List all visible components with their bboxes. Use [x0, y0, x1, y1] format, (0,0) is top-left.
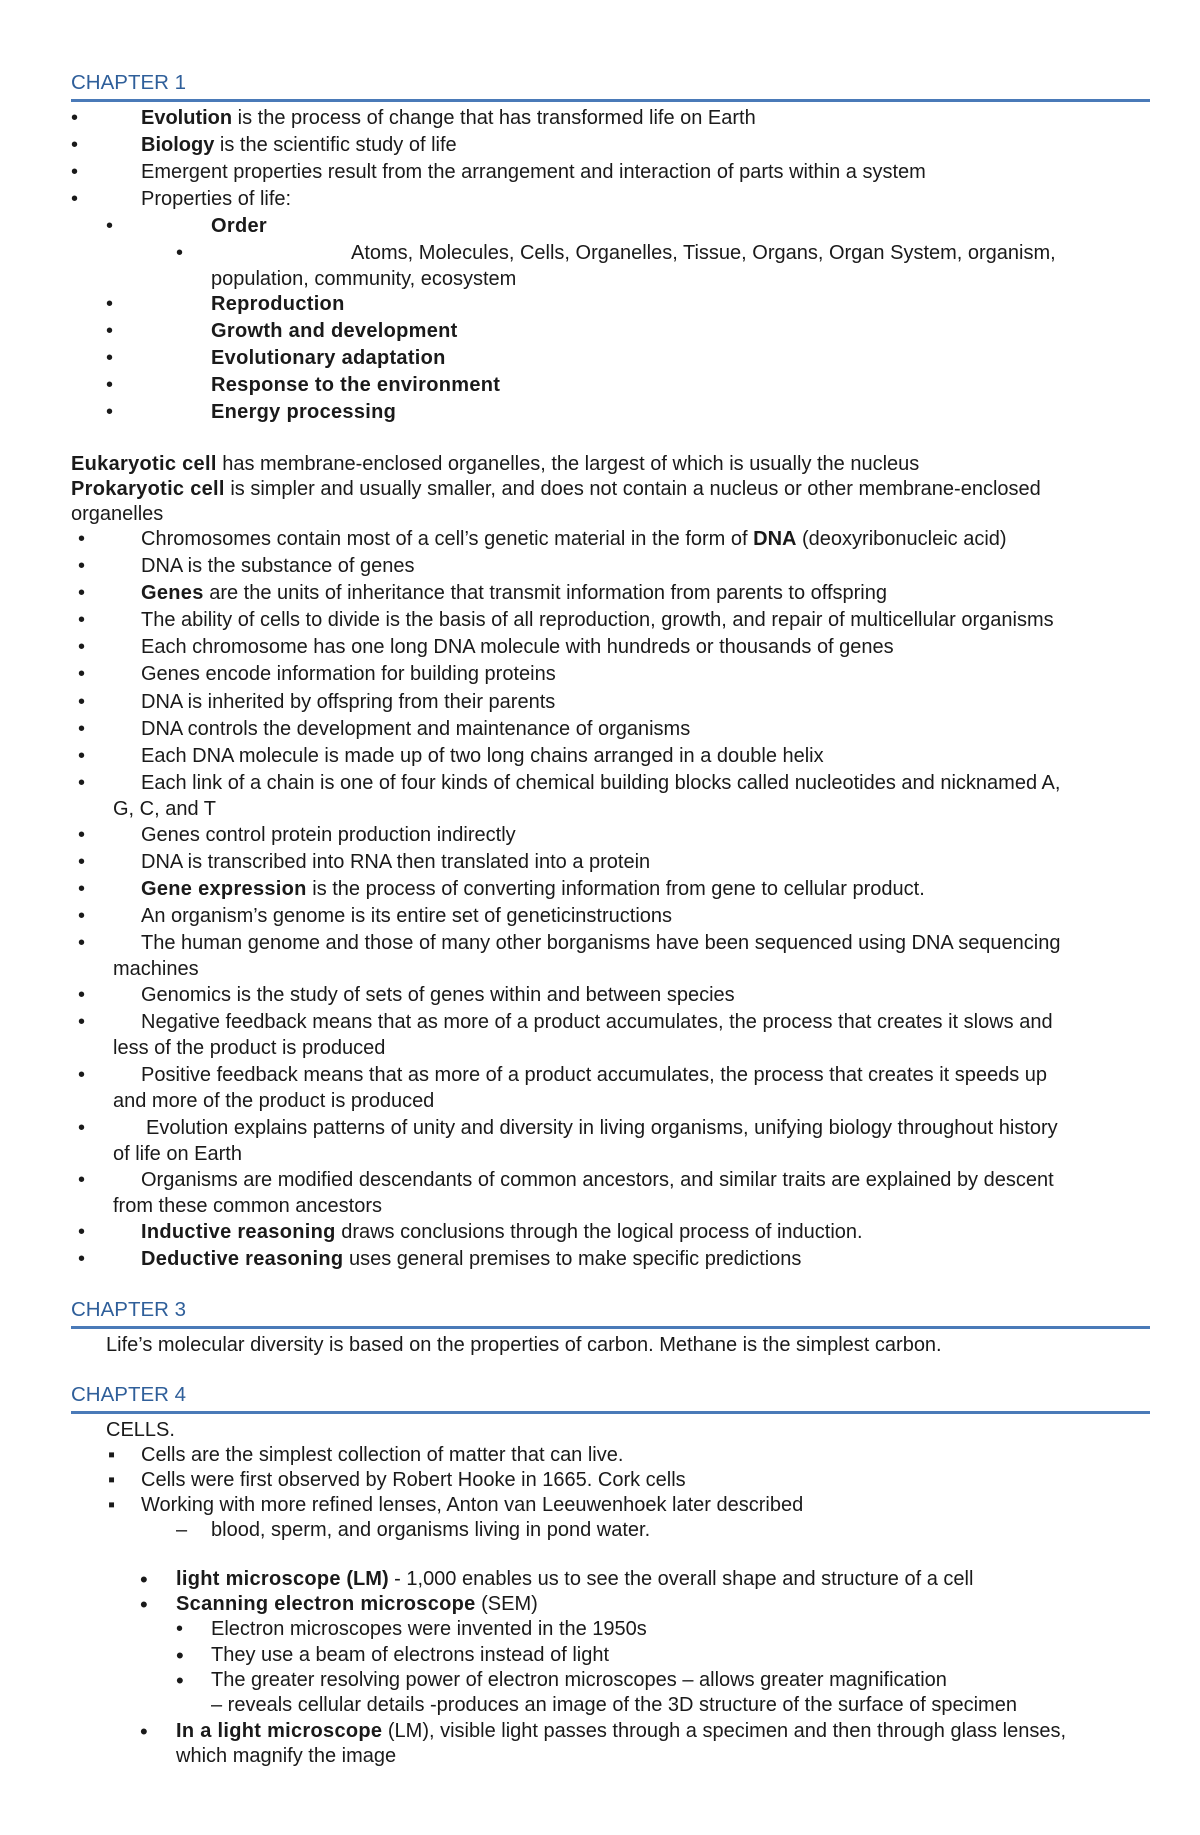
list-item: DNA is the substance of genes [141, 555, 415, 577]
bullet: • [78, 772, 86, 794]
bullet: • [106, 374, 114, 396]
bullet: • [78, 932, 86, 954]
list-item: DNA controls the development and maintenance of organisms [141, 718, 691, 740]
list-item: The ability of cells to divide is the basis of all reproduction, growth, and repair of multicellular organisms [141, 609, 1054, 631]
bullet: • [78, 745, 86, 767]
chapter-3-text: Life’s molecular diversity is based on the properties of carbon. Methane is the simplest carbon. [106, 1334, 942, 1356]
list-item-cont: and more of the product is produced [113, 1090, 435, 1112]
bullet: • [71, 188, 79, 210]
bullet: • [78, 663, 86, 685]
list-item-cont: of life on Earth [113, 1143, 242, 1165]
list-item: Each DNA molecule is made up of two long chains arranged in a double helix [141, 745, 824, 767]
list-item: Properties of life: [141, 188, 292, 210]
list-item: Gene expression is the process of converting information from gene to cellular product. [141, 878, 925, 900]
list-item: Genomics is the study of sets of genes within and between species [141, 984, 735, 1006]
bullet: • [106, 401, 114, 423]
list-item: Chromosomes contain most of a cell’s genetic material in the form of DNA (deoxyribonucleic acid) [141, 528, 1007, 550]
list-item: Each chromosome has one long DNA molecule with hundreds or thousands of genes [141, 636, 894, 658]
square-bullet: ▪ [108, 1469, 116, 1491]
bullet: • [78, 555, 86, 577]
list-item-cont: – reveals cellular details -produces an image of the 3D structure of the surface of specimen [211, 1694, 1017, 1716]
list-item: Inductive reasoning draws conclusions through the logical process of induction. [141, 1221, 863, 1243]
property-item: Evolutionary adaptation [211, 347, 446, 369]
list-item-cont: which magnify the image [176, 1745, 397, 1767]
bullet: • [78, 609, 86, 631]
bullet: • [78, 528, 86, 550]
bullet: • [176, 1618, 184, 1640]
bullet: • [78, 851, 86, 873]
list-item: Organisms are modified descendants of common ancestors, and similar traits are explained by descent [141, 1169, 1054, 1191]
list-item: They use a beam of electrons instead of light [211, 1644, 610, 1666]
bullet: • [106, 320, 114, 342]
bullet: • [106, 293, 114, 315]
chapter-1-heading: CHAPTER 1 [71, 71, 1150, 102]
bullet: • [78, 582, 86, 604]
bullet: • [71, 134, 79, 156]
list-item: DNA is inherited by offspring from their parents [141, 691, 556, 713]
property-order: Order [211, 215, 267, 237]
bullet: • [106, 215, 114, 237]
list-item-cont: G, C, and T [113, 798, 217, 820]
property-item: Response to the environment [211, 374, 501, 396]
bullet: • [78, 1169, 86, 1191]
bullet: • [78, 1221, 86, 1243]
bullet: • [140, 1567, 148, 1592]
list-item-cont: machines [113, 958, 199, 980]
list-item: Negative feedback means that as more of a product accumulates, the process that creates it slows and [141, 1011, 1053, 1033]
list-item: The human genome and those of many other borganisms have been sequenced using DNA sequencing [141, 932, 1061, 954]
bullet: • [176, 1643, 184, 1668]
bullet: • [78, 824, 86, 846]
property-item: Growth and development [211, 320, 458, 342]
list-item: Genes encode information for building proteins [141, 663, 556, 685]
list-item: The greater resolving power of electron microscopes – allows greater magnification [211, 1669, 947, 1691]
bullet: • [78, 718, 86, 740]
list-item: DNA is transcribed into RNA then translated into a protein [141, 851, 651, 873]
list-item: An organism’s genome is its entire set of geneticinstructions [141, 905, 673, 927]
list-item: light microscope (LM) - 1,000 enables us to see the overall shape and structure of a cell [176, 1568, 974, 1590]
property-item: Energy processing [211, 401, 397, 423]
bullet: • [140, 1592, 148, 1617]
bullet: • [78, 878, 86, 900]
list-item: Genes control protein production indirectly [141, 824, 516, 846]
list-item: Electron microscopes were invented in the 1950s [211, 1618, 647, 1640]
list-item: Each link of a chain is one of four kinds of chemical building blocks called nucleotides and nicknamed A, [141, 772, 1061, 794]
bullet: • [71, 161, 79, 183]
bullet: • [78, 905, 86, 927]
dash-bullet: – [176, 1519, 188, 1541]
prokaryotic-line: Prokaryotic cell is simpler and usually smaller, and does not contain a nucleus or other membrane-enclosed [71, 478, 1041, 500]
list-item: Emergent properties result from the arrangement and interaction of parts within a system [141, 161, 926, 183]
cells-title: CELLS. [106, 1419, 175, 1441]
list-item: Positive feedback means that as more of a product accumulates, the process that creates it speeds up [141, 1064, 1048, 1086]
bullet: • [78, 1064, 86, 1086]
bullet: • [78, 1117, 86, 1139]
bullet: • [78, 1011, 86, 1033]
square-bullet: ▪ [108, 1444, 116, 1466]
list-item-cont: less of the product is produced [113, 1037, 386, 1059]
list-item: In a light microscope (LM), visible light passes through a specimen and then through glass lenses, [176, 1720, 1067, 1742]
bullet: • [78, 1248, 86, 1270]
list-item: Deductive reasoning uses general premises to make specific predictions [141, 1248, 802, 1270]
bullet: • [78, 691, 86, 713]
bullet: • [176, 242, 184, 264]
bullet: • [176, 1668, 184, 1693]
list-item: Cells are the simplest collection of matter that can live. [141, 1444, 624, 1466]
square-bullet: ▪ [108, 1494, 116, 1516]
order-levels: Atoms, Molecules, Cells, Organelles, Tissue, Organs, Organ System, organism, [351, 242, 1056, 264]
list-item: Evolution is the process of change that has transformed life on Earth [141, 107, 756, 129]
bullet: • [78, 984, 86, 1006]
chapter-3-heading: CHAPTER 3 [71, 1298, 1150, 1329]
list-item-cont: from these common ancestors [113, 1195, 382, 1217]
prokaryotic-cont: organelles [71, 503, 164, 525]
list-item: Evolution explains patterns of unity and diversity in living organisms, unifying biology throughout history [146, 1117, 1058, 1139]
chapter-4-heading: CHAPTER 4 [71, 1383, 1150, 1414]
list-item: Working with more refined lenses, Anton van Leeuwenhoek later described [141, 1494, 804, 1516]
list-item: blood, sperm, and organisms living in pond water. [211, 1519, 651, 1541]
list-item: Scanning electron microscope (SEM) [176, 1593, 538, 1615]
bullet: • [78, 636, 86, 658]
eukaryotic-line: Eukaryotic cell has membrane-enclosed organelles, the largest of which is usually the nucleus [71, 453, 920, 475]
list-item: Genes are the units of inheritance that transmit information from parents to offspring [141, 582, 887, 604]
list-item: Cells were first observed by Robert Hooke in 1665. Cork cells [141, 1469, 686, 1491]
property-item: Reproduction [211, 293, 345, 315]
bullet: • [140, 1719, 148, 1744]
bullet: • [106, 347, 114, 369]
order-levels-cont: population, community, ecosystem [211, 268, 517, 290]
list-item: Biology is the scientific study of life [141, 134, 457, 156]
bullet: • [71, 107, 79, 129]
